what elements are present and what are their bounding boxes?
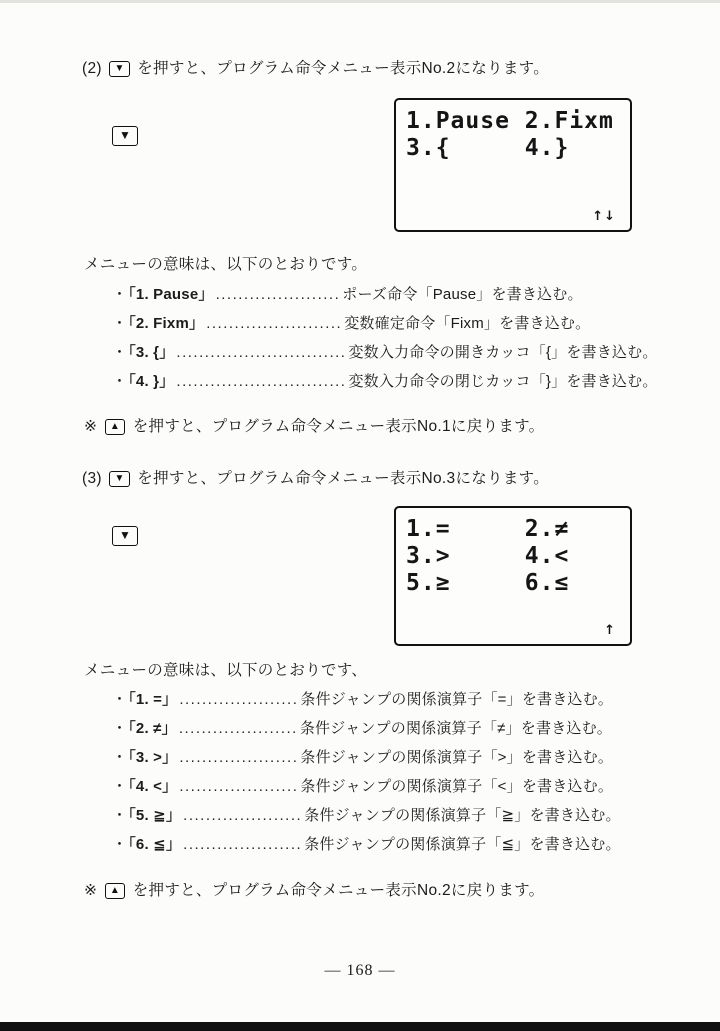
- menu-item-label: 「4. }」: [128, 373, 175, 390]
- menu-item: [112, 775, 621, 804]
- bullet: ・: [112, 778, 128, 795]
- bullet: ・: [112, 691, 128, 708]
- bullet: ・: [112, 807, 128, 824]
- menu-item: [112, 833, 621, 862]
- menu-item-desc: ポーズ命令「Pause」を書き込む。: [342, 286, 583, 303]
- down-key-icon: ▼: [109, 471, 129, 487]
- scroll-arrow-icon: ↑: [604, 623, 616, 638]
- menu-item: [112, 341, 658, 370]
- lcd-display-menu3: [394, 506, 632, 646]
- dot-leader: .....................: [183, 836, 303, 853]
- page-number: — 168 —: [324, 962, 396, 979]
- menu-item-label: 「3. >」: [128, 749, 178, 766]
- menu-item-desc: 変数入力命令の閉じカッコ「}」を書き込む。: [348, 373, 658, 390]
- dot-leader: ........................: [206, 315, 343, 332]
- dot-leader: ..............................: [176, 344, 347, 361]
- section-3-heading-text: を押すと、プログラム命令メニュー表示No.3になります。: [137, 470, 550, 487]
- lcd-display-menu2: [394, 98, 632, 232]
- bullet: ・: [112, 286, 128, 303]
- section-2-intro: メニューの意味は、以下のとおりです。: [84, 256, 368, 273]
- section-2-note: [84, 414, 544, 436]
- menu-item: [112, 804, 621, 833]
- dot-leader: ......................: [215, 286, 341, 303]
- section-3-menu-list: [112, 688, 621, 862]
- menu-item: [112, 717, 621, 746]
- menu-item-label: 「5. ≧」: [128, 807, 182, 824]
- menu-item-label: 「2. ≠」: [128, 720, 177, 737]
- bullet: ・: [112, 344, 128, 361]
- menu-item-desc: 条件ジャンプの関係演算子「=」を書き込む。: [300, 691, 614, 708]
- lcd-line-3: 5.≥ 6.≤: [406, 570, 570, 597]
- menu-item: [112, 688, 621, 717]
- note-mark: ※: [84, 882, 98, 899]
- section-3-note: [84, 878, 544, 900]
- menu-item-label: 「2. Fixm」: [128, 315, 205, 332]
- menu-item: [112, 370, 658, 399]
- bullet: ・: [112, 315, 128, 332]
- dot-leader: .....................: [179, 691, 299, 708]
- menu-item-desc: 条件ジャンプの関係演算子「≧」を書き込む。: [304, 807, 621, 824]
- menu-item-desc: 変数確定命令「Fixm」を書き込む。: [344, 315, 591, 332]
- scroll-arrows-icon: ↑↓: [592, 209, 616, 224]
- section-3-heading: [82, 466, 549, 488]
- bullet: ・: [112, 836, 128, 853]
- menu-item: [112, 312, 658, 341]
- menu-item-desc: 条件ジャンプの関係演算子「≠」を書き込む。: [299, 720, 612, 737]
- menu-item-label: 「3. {」: [128, 344, 175, 361]
- bullet: ・: [112, 720, 128, 737]
- menu-item: [112, 283, 658, 312]
- section-3-number: (3): [82, 470, 102, 487]
- note-text: を押すと、プログラム命令メニュー表示No.2に戻ります。: [132, 882, 545, 899]
- bullet: ・: [112, 373, 128, 390]
- lcd-line-2: 3.{ 4.}: [406, 135, 570, 162]
- menu-item-desc: 変数入力命令の開きカッコ「{」を書き込む。: [348, 344, 658, 361]
- menu-item-label: 「6. ≦」: [128, 836, 182, 853]
- down-key-icon: ▼: [109, 61, 129, 77]
- dot-leader: .....................: [179, 749, 299, 766]
- dot-leader: .....................: [179, 778, 299, 795]
- menu-item-desc: 条件ジャンプの関係演算子「>」を書き込む。: [300, 749, 614, 766]
- menu-item-desc: 条件ジャンプの関係演算子「<」を書き込む。: [300, 778, 614, 795]
- menu-item-label: 「4. <」: [128, 778, 178, 795]
- dot-leader: .....................: [183, 807, 303, 824]
- section-2-number: (2): [82, 60, 102, 77]
- down-key-icon: ▼: [112, 526, 138, 546]
- section-2-menu-list: [112, 283, 658, 399]
- bullet: ・: [112, 749, 128, 766]
- scan-edge-top: [0, 0, 720, 3]
- menu-item-desc: 条件ジャンプの関係演算子「≦」を書き込む。: [304, 836, 621, 853]
- dot-leader: .....................: [178, 720, 298, 737]
- lcd-line-2: 3.> 4.<: [406, 543, 570, 570]
- menu-item-label: 「1. =」: [128, 691, 178, 708]
- menu-item-label: 「1. Pause」: [128, 286, 214, 303]
- section-3-intro: メニューの意味は、以下のとおりです、: [84, 662, 368, 679]
- scan-edge-bottom: [0, 1022, 720, 1031]
- section-2-heading-text: を押すと、プログラム命令メニュー表示No.2になります。: [137, 60, 550, 77]
- up-key-icon: ▲: [105, 419, 125, 435]
- up-key-icon: ▲: [105, 883, 125, 899]
- note-mark: ※: [84, 418, 98, 435]
- lcd-line-1: 1.= 2.≠: [406, 516, 570, 542]
- lcd-line-1: 1.Pause 2.Fixm: [406, 108, 614, 134]
- down-key-icon: ▼: [112, 126, 138, 146]
- note-text: を押すと、プログラム命令メニュー表示No.1に戻ります。: [132, 418, 545, 435]
- section-2-heading: [82, 56, 549, 78]
- dot-leader: ..............................: [176, 373, 347, 390]
- menu-item: [112, 746, 621, 775]
